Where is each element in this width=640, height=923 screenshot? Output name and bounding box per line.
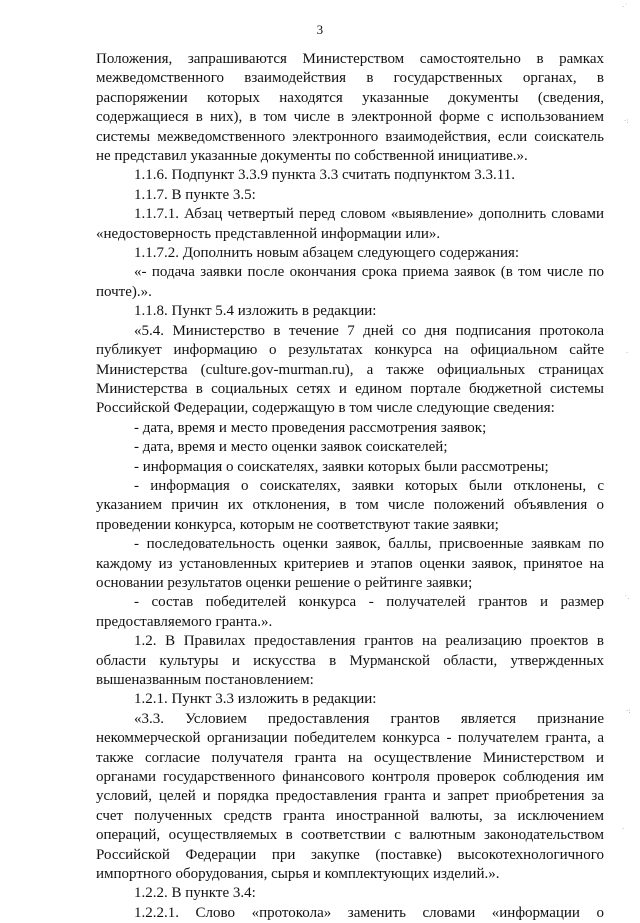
paragraph-3-3-quote: «3.3. Условием предоставления грантов является признание некоммерческой организации победителем конкурса - получателем гранта, а также согласие получателя гранта на осуществление Министерством и органами государственного финансового контроля проверок соблюдения им условий, целей и порядка предоставления гранта и запрет приобретения за счет полученных средств гранта иностранной валюты, за исключением операций, осуществляемых в соответствии с валютным законодательством Российской Федерации при закупке (поставке) высокотехнологичного импортного оборудования, сырья и комплектующих изделий.».	[96, 710, 604, 883]
paragraph-1-1-6: 1.1.6. Подпункт 3.3.9 пункта 3.3 считать подпунктом 3.3.11.	[134, 167, 515, 184]
scan-artifact: ·:	[624, 117, 629, 125]
paragraph-1-2-2-1: 1.2.2.1. Слово «протокола» заменить словами «информации о	[134, 904, 604, 921]
paragraph-1-2-2: 1.2.2. В пункте 3.4:	[134, 885, 256, 902]
list-item: - состав победителей конкурса - получателей грантов и размер предоставляемого гранта.».	[96, 594, 604, 630]
list-item: - информация о соискателях, заявки которых были отклонены, с указанием причин их отклонения, в том числе положений объявления о проведении конкурса, которым не соответствуют такие заявки;	[96, 477, 604, 533]
list-item: - последовательность оценки заявок, баллы, присвоенные заявкам по каждому из установленных критериев и этапов оценки заявок, принятое на основании результатов оценки решение о рейтинге заявки;	[96, 536, 604, 591]
quoted-new-paragraph: «- подача заявки после окончания срока приема заявок (в том числе по почте).».	[96, 264, 604, 300]
list-item: - дата, время и место оценки заявок соискателей;	[134, 439, 448, 456]
list-item: - дата, время и место проведения рассмотрения заявок;	[134, 419, 487, 436]
scan-artifact: ·	[626, 349, 629, 357]
paragraph-1-1-8: 1.1.8. Пункт 5.4 изложить в редакции:	[134, 303, 377, 320]
paragraph-continuation: Положения, запрашиваются Министерством самостоятельно в рамках межведомственного взаимодействия в государственных органах, в распоряжении которых находятся указанные документы (сведения, содержащиеся в них), в том числе в электронной форме с использованием системы межведомственного электронного взаимодействия, если соискатель не представил указанные документы по собственной инициативе.».	[96, 51, 604, 165]
document-body	[96, 50, 604, 923]
paragraph-1-1-7-1: 1.1.7.1. Абзац четвертый перед словом «выявление» дополнить словами «недостоверность представленной информации или».	[96, 206, 604, 242]
scan-artifact: ·	[622, 825, 625, 833]
page-number: 3	[316, 22, 324, 37]
paragraph-5-4-quote: «5.4. Министерство в течение 7 дней со дня подписания протокола публикует информацию о результатах конкурса на официальном сайте Министерства (culture.gov-murman.ru), а также официальных страницах Министерства в социальных сетях и едином портале бюджетной системы Российской Федерации, содержащую в том числе следующие сведения:	[96, 322, 604, 417]
list-item: - информация о соискателях, заявки которых были рассмотрены;	[134, 458, 549, 475]
scan-artifact: ·˙	[622, 3, 628, 11]
scan-artifact: ˙·	[624, 595, 630, 603]
paragraph-1-2-1: 1.2.1. Пункт 3.3 изложить в редакции:	[134, 691, 377, 708]
scan-artifact: ·:	[626, 707, 631, 715]
paragraph-1-2: 1.2. В Правилах предоставления грантов на реализацию проектов в области культуры и искусства в Мурманской области, утвержденных вышеназванным постановлением:	[96, 633, 604, 688]
paragraph-1-1-7-2: 1.1.7.2. Дополнить новым абзацем следующего содержания:	[134, 245, 520, 262]
paragraph-1-1-7: 1.1.7. В пункте 3.5:	[134, 186, 256, 203]
